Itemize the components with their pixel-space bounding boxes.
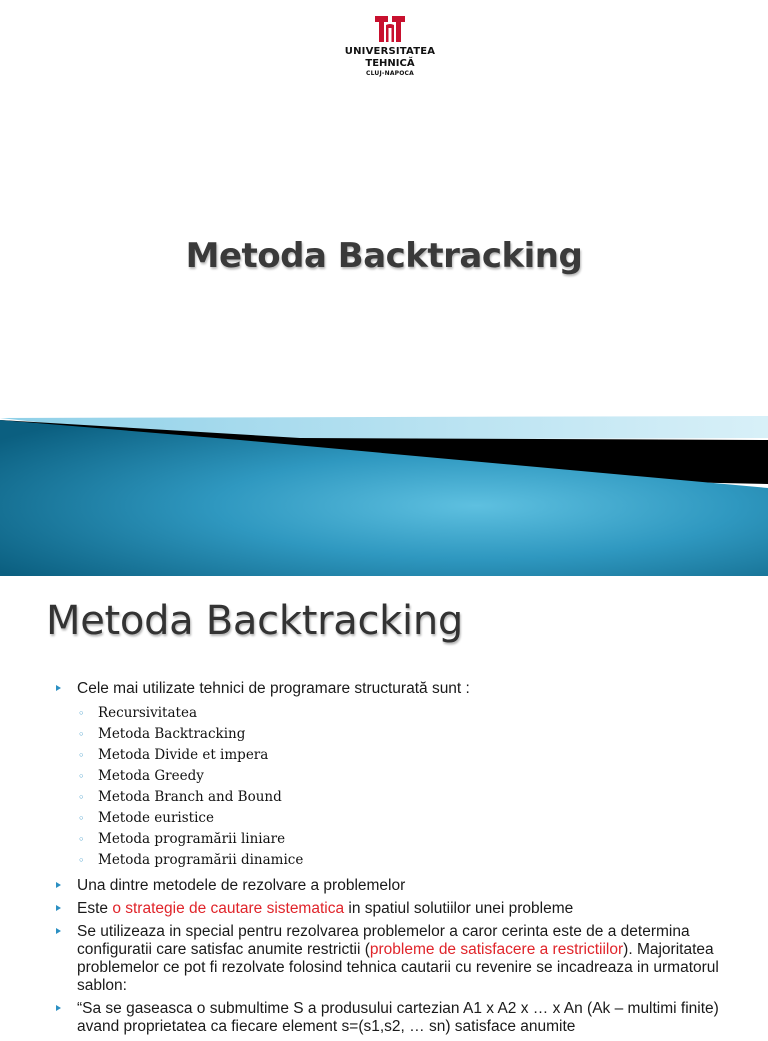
sub-item bbox=[56, 850, 746, 871]
slide-title: Metoda Backtracking bbox=[46, 598, 463, 644]
sub-item bbox=[56, 829, 746, 850]
triangle-bullet-icon bbox=[56, 1005, 61, 1011]
sub-item-text: Metoda programării dinamice bbox=[98, 852, 304, 868]
sub-list bbox=[56, 703, 746, 871]
bullet-text: Una dintre metodele de rezolvare a problemelor bbox=[77, 877, 406, 894]
bullet-item bbox=[56, 923, 746, 995]
sub-item bbox=[56, 766, 746, 787]
sub-item-text: Metoda programării liniare bbox=[98, 831, 286, 847]
bullet-list bbox=[56, 680, 746, 1041]
circle-bullet-icon: ◦ bbox=[78, 854, 85, 867]
logo-text-line1: UNIVERSITATEA bbox=[344, 46, 436, 57]
triangle-bullet-icon bbox=[56, 685, 61, 691]
sub-item-text: Metoda Greedy bbox=[98, 768, 204, 784]
triangle-bullet-icon bbox=[56, 928, 61, 934]
sub-item-text: Metoda Divide et impera bbox=[98, 747, 269, 763]
utcn-emblem-icon bbox=[373, 14, 407, 44]
bullet-item bbox=[56, 900, 746, 918]
bullet-text: “Sa se gaseasca o submultime S a produsului cartezian A1 x A2 x … x An (Ak – multimi finite) avand proprietatea ca fiecare element s=(s1,s2, … sn) satisface anumite bbox=[77, 1000, 719, 1035]
sub-item bbox=[56, 703, 746, 724]
circle-bullet-icon: ◦ bbox=[78, 770, 85, 783]
circle-bullet-icon: ◦ bbox=[78, 749, 85, 762]
logo-text-line3: CLUJ-NAPOCA bbox=[365, 70, 415, 77]
highlighted-text: o strategie de cautare sistematica bbox=[112, 900, 345, 917]
sub-item bbox=[56, 787, 746, 808]
bullet-text-pre: Se utilizeaza in special pentru rezolvarea problemelor a caror cerinta este de a determina configuratii care satisfac anumite restrictii ( bbox=[77, 923, 690, 958]
content-slide bbox=[0, 576, 768, 1035]
sub-item-text: Recursivitatea bbox=[98, 705, 197, 721]
sub-item-text: Metoda Backtracking bbox=[98, 726, 246, 742]
bullet-item bbox=[56, 877, 746, 895]
sub-item bbox=[56, 724, 746, 745]
triangle-bullet-icon bbox=[56, 905, 61, 911]
circle-bullet-icon: ◦ bbox=[78, 728, 85, 741]
bullet-item bbox=[56, 1000, 746, 1036]
sub-item bbox=[56, 808, 746, 829]
circle-bullet-icon: ◦ bbox=[78, 833, 85, 846]
circle-bullet-icon: ◦ bbox=[78, 791, 85, 804]
decorative-banner bbox=[0, 408, 768, 576]
sub-item bbox=[56, 745, 746, 766]
bullet-text-post: ). Majoritatea problemelor ce pot fi rezolvate folosind tehnica cautarii cu revenire se incadreaza in urmatorul sablon: bbox=[77, 941, 719, 994]
bullet-text-pre: Este bbox=[77, 900, 113, 917]
logo-text-line2: TEHNICĂ bbox=[365, 58, 415, 69]
circle-bullet-icon: ◦ bbox=[78, 812, 85, 825]
sub-item-text: Metoda Branch and Bound bbox=[98, 789, 282, 805]
triangle-bullet-icon bbox=[56, 882, 61, 888]
university-logo bbox=[340, 14, 440, 78]
slide-title: Metoda Backtracking bbox=[185, 236, 583, 276]
bullet-text-post: in spatiul solutiilor unei probleme bbox=[344, 900, 574, 917]
circle-bullet-icon: ◦ bbox=[78, 707, 85, 720]
bullet-item bbox=[56, 680, 746, 698]
sub-item-text: Metode euristice bbox=[98, 810, 214, 826]
highlighted-text: probleme de satisfacere a restrictiilor bbox=[369, 941, 624, 958]
bullet-text: Cele mai utilizate tehnici de programare structurată sunt : bbox=[77, 680, 470, 697]
